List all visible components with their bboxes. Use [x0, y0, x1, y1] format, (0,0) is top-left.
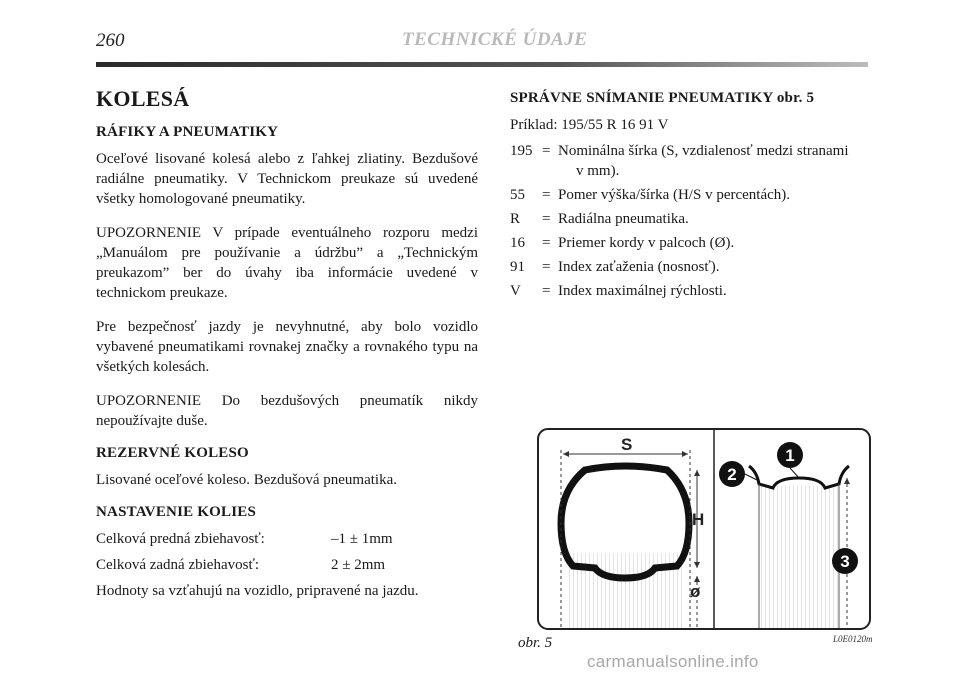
tread-body — [759, 486, 839, 628]
code-desc: Pomer výška/šírka (H/S v percentách). — [558, 187, 791, 203]
alignment-rear-row — [96, 555, 478, 575]
code-desc: Index maximálnej rýchlosti. — [558, 283, 727, 299]
figure-caption: obr. 5 — [518, 635, 553, 651]
spare-wheel-heading: REZERVNÉ KOLESO — [96, 445, 249, 461]
alignment-rear-label: Celková zadná zbiehavosť: — [96, 557, 260, 573]
code-desc: Radiálna pneumatika. — [558, 211, 689, 227]
code-equals: = — [542, 283, 551, 299]
callout-1-number: 1 — [785, 446, 795, 465]
code-desc — [558, 141, 895, 181]
code-key: V — [510, 283, 521, 299]
left-column — [96, 86, 478, 615]
list-item — [510, 257, 895, 277]
section-title: KOLESÁ — [96, 86, 190, 111]
code-desc-text: Nominálna šírka (S, vzdialenosť medzi stranami — [558, 143, 849, 159]
callout-2-number: 2 — [727, 465, 737, 484]
warning-inner-tubes: UPOZORNENIE Do bezdušových pneumatík nikdy nepoužívajte duše. — [96, 393, 478, 429]
width-label: S — [621, 435, 633, 454]
code-key: 55 — [510, 187, 525, 203]
alignment-front-label: Celková predná zbiehavosť: — [96, 531, 265, 547]
page-number: 260 — [96, 30, 125, 51]
watermark: carmanualsonline.info — [587, 652, 759, 671]
right-column — [510, 90, 895, 305]
running-title: TECHNICKÉ ÚDAJE — [402, 29, 588, 50]
code-key: 91 — [510, 259, 525, 275]
list-item — [510, 141, 895, 181]
list-item — [510, 209, 895, 229]
alignment-front-value: –1 ± 1mm — [331, 531, 393, 547]
list-item — [510, 281, 895, 301]
callout-3-number: 3 — [840, 552, 850, 571]
code-equals: = — [542, 235, 551, 251]
safety-text: Pre bezpečnosť jazdy je nevyhnutné, aby bolo vozidlo vybavené pneumatikami rovnakej značky a rovnakého typu na všetkých kolesách. — [96, 319, 478, 375]
tyre-reading-heading: SPRÁVNE SNÍMANIE PNEUMATIKY obr. 5 — [510, 90, 815, 106]
figure-code: L0E0120m — [833, 634, 873, 644]
code-equals: = — [542, 211, 551, 227]
spare-wheel-text: Lisované oceľové koleso. Bezdušová pneumatika. — [96, 472, 398, 488]
alignment-rear-value: 2 ± 2mm — [331, 557, 386, 573]
code-equals: = — [542, 259, 551, 275]
diameter-label: ø — [690, 582, 701, 601]
rims-heading: RÁFIKY A PNEUMATIKY — [96, 124, 279, 140]
alignment-note: Hodnoty sa vzťahujú na vozidlo, pripravené na jazdu. — [96, 583, 419, 599]
code-desc-cont: v mm). — [576, 163, 620, 179]
code-equals: = — [542, 187, 551, 203]
height-label: H — [692, 510, 705, 529]
tyre-code-list — [510, 141, 895, 301]
code-key: 195 — [510, 143, 533, 159]
tyre-example: Príklad: 195/55 R 16 91 V — [510, 117, 669, 133]
code-key: R — [510, 211, 521, 227]
code-key: 16 — [510, 235, 525, 251]
code-equals: = — [542, 143, 551, 159]
code-desc: Priemer kordy v palcoch (Ø). — [558, 235, 735, 251]
code-desc: Index zaťaženia (nosnosť). — [558, 259, 720, 275]
alignment-front-row — [96, 529, 478, 549]
list-item — [510, 233, 895, 253]
rims-text: Oceľové lisované kolesá alebo z ľahkej zliatiny. Bezdušové radiálne pneumatiky. V Technickom preukaze sú uvedené všetky homologované pneumatiky. — [96, 151, 478, 207]
list-item — [510, 185, 895, 205]
alignment-heading: NASTAVENIE KOLIES — [96, 504, 256, 520]
header-rule — [96, 62, 868, 67]
warning-manual-conflict: UPOZORNENIE V prípade eventuálneho rozporu medzi „Manuálom pre používanie a údržbu” a „Technickým preukazom” ber do úvahy iba informácie uvedené v technickom preukaze. — [96, 225, 478, 301]
tyre-diagram — [537, 428, 871, 630]
